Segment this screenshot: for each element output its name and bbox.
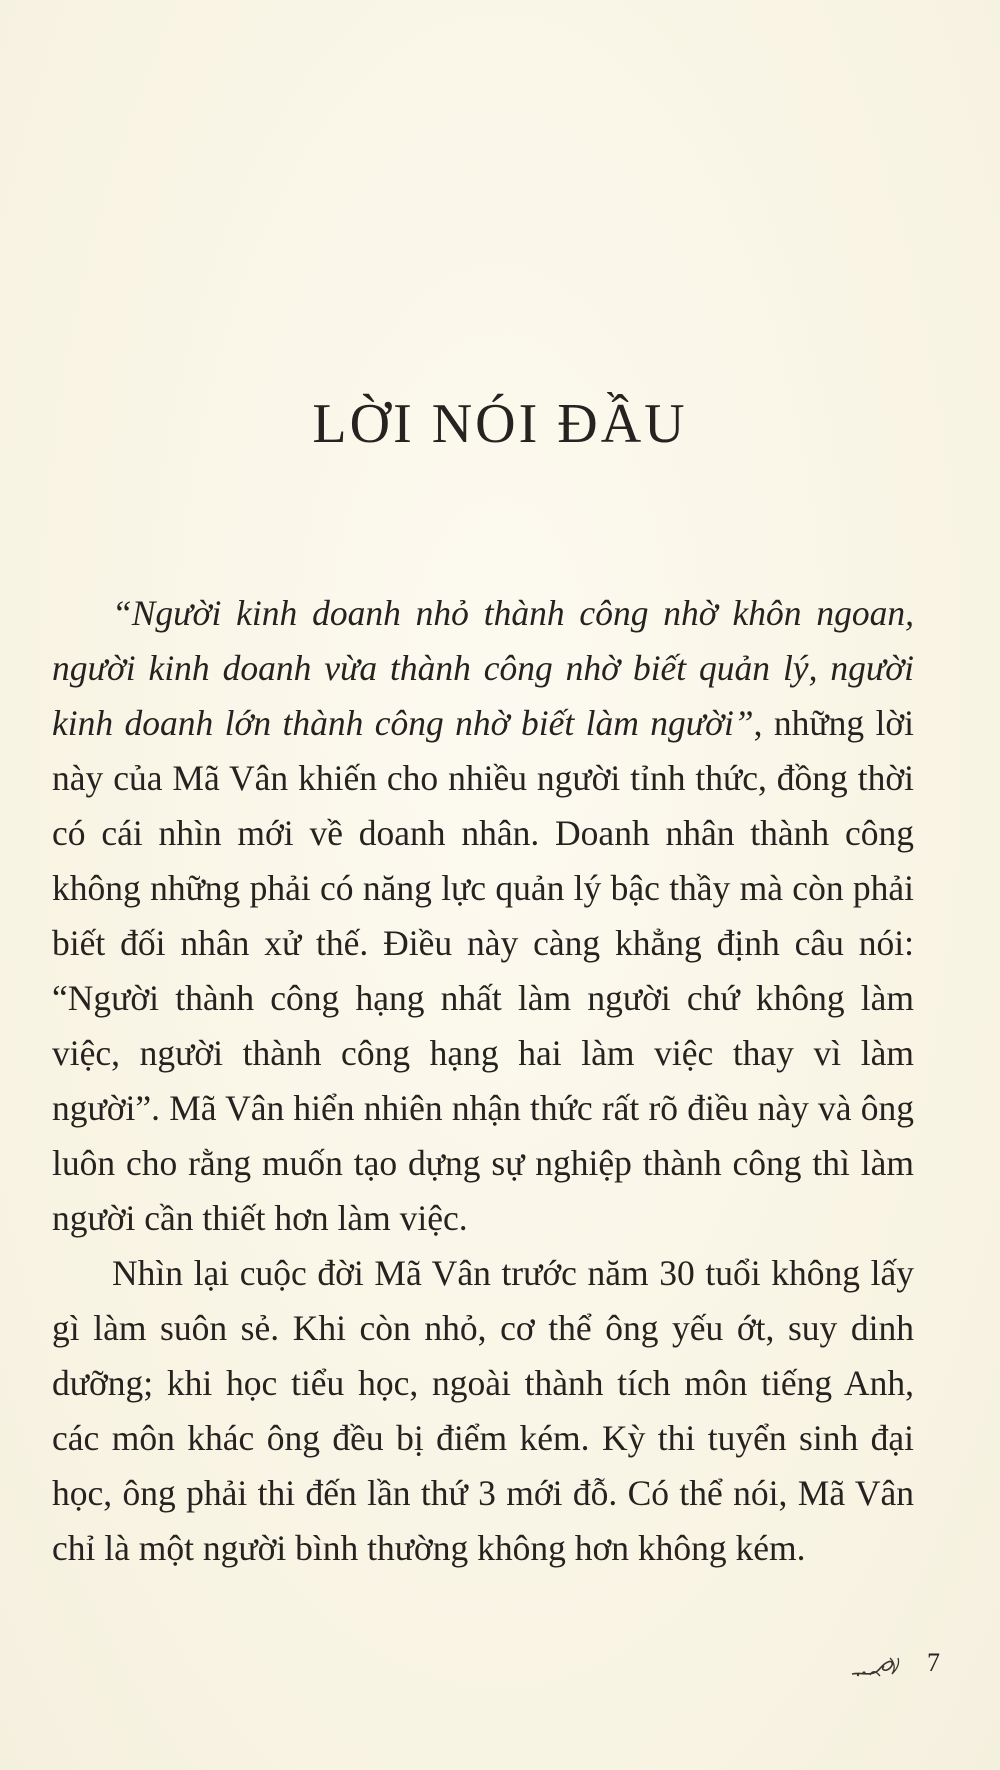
page-number: 7	[927, 1648, 940, 1677]
page-title: LỜI NÓI ĐẦU	[312, 393, 688, 455]
paragraph-1-text: , những lời này của Mã Vân khiến cho nhiều người tỉnh thức, đồng thời có cái nhìn mới về doanh nhân. Doanh nhân thành công không những phải có năng lực quản lý bậc thầy mà còn phải biết đối nhân xử thế. Điều này càng khẳng định câu nói: “Người thành công hạng nhất làm người chứ không làm việc, người thành công hạng hai làm việc thay vì làm người”. Mã Vân hiển nhiên nhận thức rất rõ điều này và ông luôn cho rằng muốn tạo dựng sự nghiệp thành công thì làm người cần thiết hơn làm việc.	[52, 703, 914, 1238]
paragraph-1	[52, 586, 914, 1246]
opening-quote: “Người kinh doanh nhỏ thành công nhờ khôn ngoan, người kinh doanh vừa thành công nhờ biết quản lý, người kinh doanh lớn thành công nhờ biết làm người”	[52, 593, 914, 743]
body-text	[52, 586, 914, 1576]
page-ornament-icon	[850, 1654, 910, 1680]
paragraph-2: Nhìn lại cuộc đời Mã Vân trước năm 30 tuổi không lấy gì làm suôn sẻ. Khi còn nhỏ, cơ thể ông yếu ớt, suy dinh dưỡng; khi học tiểu học, ngoài thành tích môn tiếng Anh, các môn khác ông đều bị điểm kém. Kỳ thi tuyển sinh đại học, ông phải thi đến lần thứ 3 mới đỗ. Có thể nói, Mã Vân chỉ là một người bình thường không hơn không kém.	[52, 1253, 914, 1568]
folio	[850, 1648, 940, 1688]
